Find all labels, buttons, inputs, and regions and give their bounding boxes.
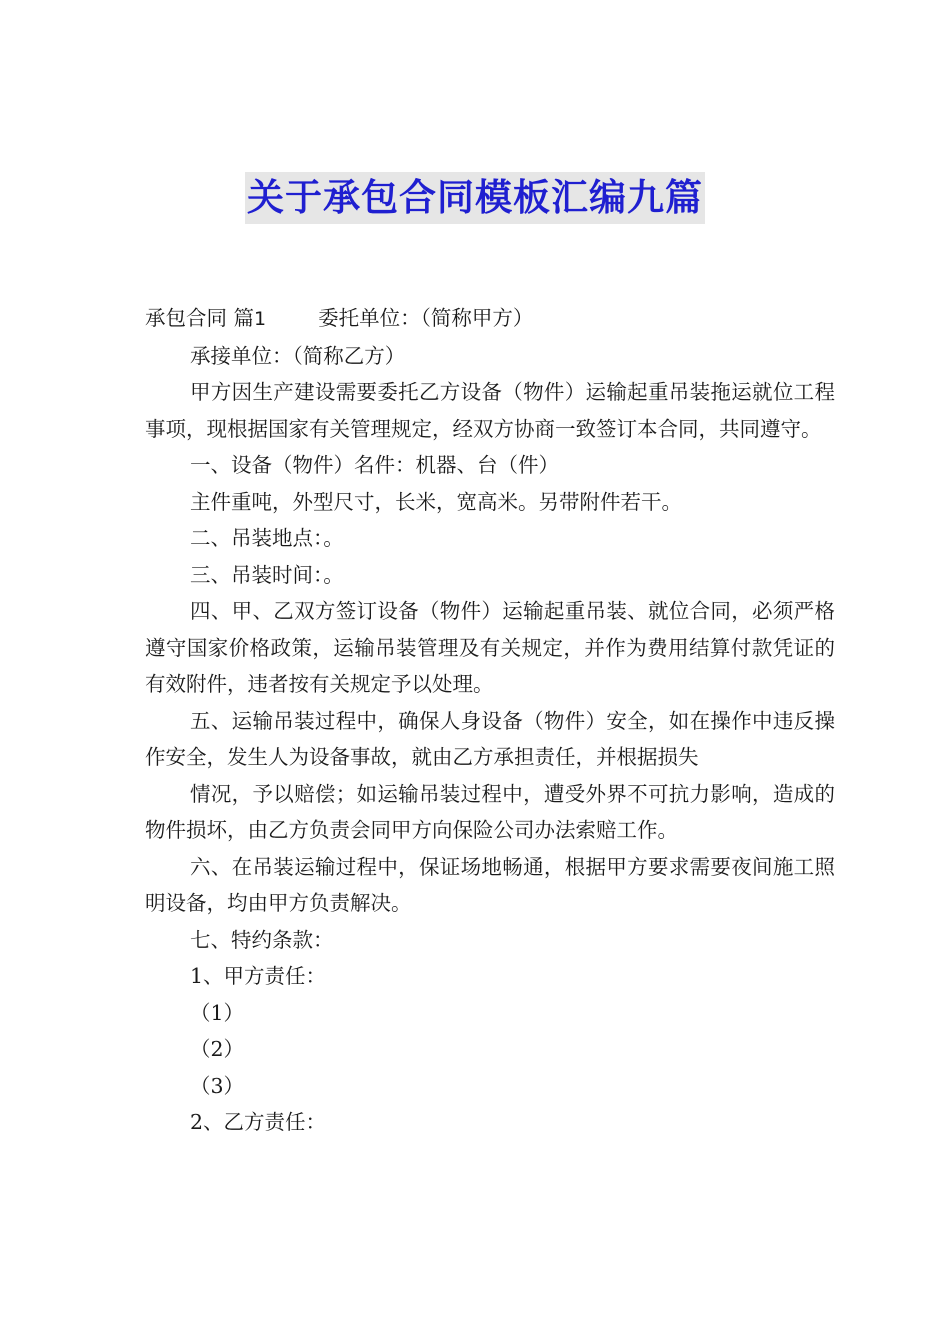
contract-heading-number: 1 [254, 308, 267, 330]
document-body [145, 300, 835, 1141]
entrust-party: 委托单位：（简称甲方） [318, 306, 534, 330]
paragraph-item-2: 二、吊装地点：。 [190, 526, 344, 550]
paragraph-sub-1: （1） [190, 1000, 245, 1025]
document-title: 关于承包合同模板汇编九篇 [245, 172, 705, 224]
paragraph-sub-3: （3） [190, 1073, 245, 1098]
paragraph-item-3: 三、吊装时间：。 [190, 562, 344, 587]
paragraph-item-5-cont: 情况，予以赔偿；如运输吊装过程中，遭受外界不可抗力影响，造成的物件损坏，由乙方负责会同甲方向保险公司办法索赔工作。 [145, 781, 835, 842]
paragraph-item-5: 五、运输吊装过程中，确保人身设备（物件）安全，如在操作中违反操作安全，发生人为设备事故，就由乙方承担责任，并根据损失 [145, 708, 835, 769]
paragraph-party-b-duty: 2、乙方责任： [190, 1110, 327, 1134]
paragraph-contractor: 承接单位：（简称乙方） [190, 343, 406, 368]
paragraph-item-6: 六、在吊装运输过程中，保证场地畅通，根据甲方要求需要夜间施工照明设备，均由甲方负责解决。 [145, 854, 835, 915]
paragraph-party-a-duty: 1、甲方责任： [190, 964, 327, 988]
paragraph-item-1-detail: 主件重吨，外型尺寸，长米，宽高米。另带附件若干。 [190, 489, 682, 514]
first-line [145, 300, 835, 338]
paragraph-item-4: 四、甲、乙双方签订设备（物件）运输起重吊装、就位合同，必须严格遵守国家价格政策，运输吊装管理及有关规定，并作为费用结算付款凭证的有效附件，违者按有关规定予以处理。 [145, 599, 835, 696]
paragraph-sub-2: （2） [190, 1037, 245, 1061]
paragraph-preamble: 甲方因生产建设需要委托乙方设备（物件）运输起重吊装拖运就位工程事项，现根据国家有关管理规定，经双方协商一致签订本合同，共同遵守。 [145, 380, 835, 441]
paragraph-item-7: 七、特约条款： [190, 927, 334, 952]
paragraph-item-1: 一、设备（物件）名件：机器、台（件） [190, 453, 559, 477]
contract-heading: 承包合同 篇 [145, 306, 255, 330]
title-wrap [0, 172, 950, 224]
